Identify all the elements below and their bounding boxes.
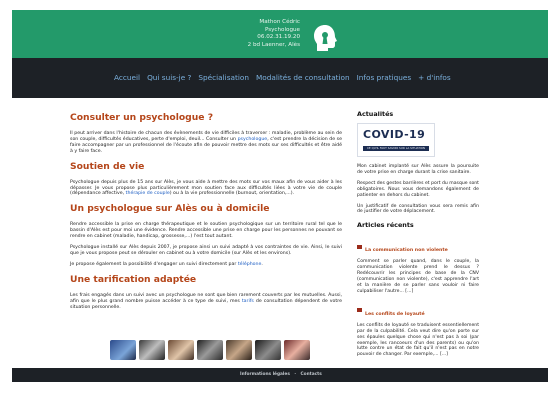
head-keyhole-logo-icon[interactable] <box>312 24 338 52</box>
article-link-cnv[interactable] <box>357 236 479 255</box>
nav-item-infos-pratiques[interactable]: Infos pratiques <box>356 73 412 82</box>
nav-item-specialisation[interactable]: Spécialisation <box>198 73 249 82</box>
nav-item-modalites[interactable]: Modalités de consultation <box>255 73 350 82</box>
photo-strip <box>110 340 310 360</box>
photo-thumbnail <box>284 340 310 360</box>
photo-thumbnail <box>255 340 281 360</box>
covid-subtitle: CE QU'IL FAUT SAVOIR SUR LA SITUATION <box>363 146 429 151</box>
link-tarifs[interactable]: tarifs <box>241 298 254 304</box>
section-text-domicile-1: Rendre accessible la prise en charge thérapeutique et le soutien psychologique sur un territoire rural tel que le bassin d'Alès est pour moi une évidence. Rendre accessible une prise en charge pour les personnes ne pouvant se rendre en cabinet (maladie, handicap, grossesse,...) l'est tout autant. <box>70 222 342 240</box>
contact-role: Psychologue <box>264 26 300 33</box>
recent-articles-heading: Articles récents <box>357 221 414 230</box>
site-header <box>12 10 548 58</box>
photo-thumbnail <box>110 340 136 360</box>
footer-separator: · <box>294 372 297 377</box>
header-contact <box>248 19 300 49</box>
nav-item-accueil[interactable]: Accueil <box>114 73 141 82</box>
covid-title: COVID-19 <box>363 128 426 141</box>
section-text-domicile-3 <box>70 262 342 268</box>
contact-name: Mathon Cédric <box>259 19 300 25</box>
section-text-soutien <box>70 180 342 198</box>
nav-item-qui-suis-je[interactable]: Qui suis-je ? <box>147 73 192 82</box>
article-item <box>357 300 479 358</box>
news-paragraph: Respect des gestes barrières et port du masque sont obligatoires. Nous vous demandons également de patienter en dehors du cabinet. <box>357 180 479 198</box>
text: Il peut arriver dans l'histoire de chacun des évènements de vie difficiles à traverser : maladie, problème au sein de son couple, difficultés éducatives, perte d'emploi, deuil... Consulter un <box>70 131 342 142</box>
section-title-tarification: Une tarification adaptée <box>70 273 197 285</box>
section-title-consulter: Consulter un psychologue ? <box>70 112 214 123</box>
main-content <box>70 110 342 311</box>
article-item <box>357 236 479 294</box>
article-link-loyaute[interactable] <box>357 300 479 319</box>
news-heading: Actualités <box>357 110 394 118</box>
text: Je propose également la possibilité d'engager un suivi directement par <box>70 261 237 267</box>
article-title[interactable]: Les conflits de loyauté <box>365 311 425 317</box>
text: Les frais engagés dans un suivi avec un psychologue ne sont que bien rarement couverts par les mutuelles. Aussi, afin que le plus grand nombre puisse accéder à ce type de suivi, mes <box>70 292 342 304</box>
link-telephone[interactable]: téléphone <box>237 261 262 267</box>
main-nav <box>12 58 548 98</box>
footer-link-legal[interactable]: Informations légales <box>240 372 290 377</box>
link-therapie-couple[interactable]: thérapie de couple <box>125 191 170 197</box>
photo-thumbnail <box>139 340 165 360</box>
photo-thumbnail <box>168 340 194 360</box>
contact-address: 2 bd Laenner, Alès <box>247 41 300 48</box>
footer-link-contacts[interactable]: Contacts <box>300 372 322 377</box>
article-icon <box>357 245 362 249</box>
covid-banner[interactable] <box>357 123 435 157</box>
article-excerpt: Les conflits de loyauté se traduisent essentiellement par de la culpabilité. Cela veut dire qu'on porte sur ses épaules quelque chose qui n'est pas à soi (par exemple, les rancoeurs d'un des parents) ou qu'on lutte contre un état de fait qu'il n'est pas en notre pouvoir de changer. Par exemple,... [...] <box>357 322 479 358</box>
text: Psychologue depuis plus de 15 ans sur Alès, je vous aide à mettre des mots sur vos maux afin de vous aider à les dépasser. Je vous propose plus particulièrement mon soutien face aux difficultés liées à votre vie de couple (dépendance affective, <box>70 179 342 197</box>
news-paragraph: Mon cabinet implanté sur Alès assure la poursuite de votre prise en charge durant la crise sanitaire. <box>357 164 479 175</box>
section-title-soutien: Soutien de vie <box>70 160 145 172</box>
section-text-tarification <box>70 293 342 311</box>
contact-phone[interactable]: 06.02.31.19.20 <box>257 34 300 40</box>
section-title-domicile: Un psychologue sur Alès ou à domicile <box>70 203 270 215</box>
sidebar <box>357 110 479 358</box>
site-footer <box>12 368 548 382</box>
text: ) ou à la vie professionnelle (burnout, orientation,...). <box>169 191 295 197</box>
section-text-consulter <box>70 131 342 155</box>
photo-thumbnail <box>197 340 223 360</box>
section-text-domicile-2: Psychologue installé sur Alès depuis 2007, je propose ainsi un suivi adapté à vos contraintes de vie. Ainsi, le suivi que je vous propose peut se dérouler en cabinet ou à votre domicile (sur Alès et les environs). <box>70 245 342 256</box>
news-paragraph: Un justificatif de consultation vous sera remis afin de justifier de votre déplacement. <box>357 203 479 215</box>
text: de consultation dépendent de votre situation personnelle. <box>70 298 342 310</box>
article-title[interactable]: La communication non violente <box>365 248 448 254</box>
text: , c'est prendre la décision de se faire accompagner par un professionnel de l'écoute afin de pouvoir mettre des mots sur ses difficultés et être aidé à y faire face. <box>70 136 342 154</box>
nav-item-plus-infos[interactable]: + d'infos <box>418 73 451 82</box>
article-excerpt: Comment se parler quand, dans le couple, la communication violente prend le dessus ? Redécouvrir les principes de base de la CNV (communication non violente), c'est apprendre l'art et la manière de se parler sans vouloir ni faire culpabiliser l'autre... [...] <box>357 259 479 294</box>
photo-thumbnail <box>226 340 252 360</box>
article-icon <box>357 308 362 312</box>
text: . <box>261 261 263 267</box>
link-psychologue[interactable]: psychologue <box>237 136 268 142</box>
